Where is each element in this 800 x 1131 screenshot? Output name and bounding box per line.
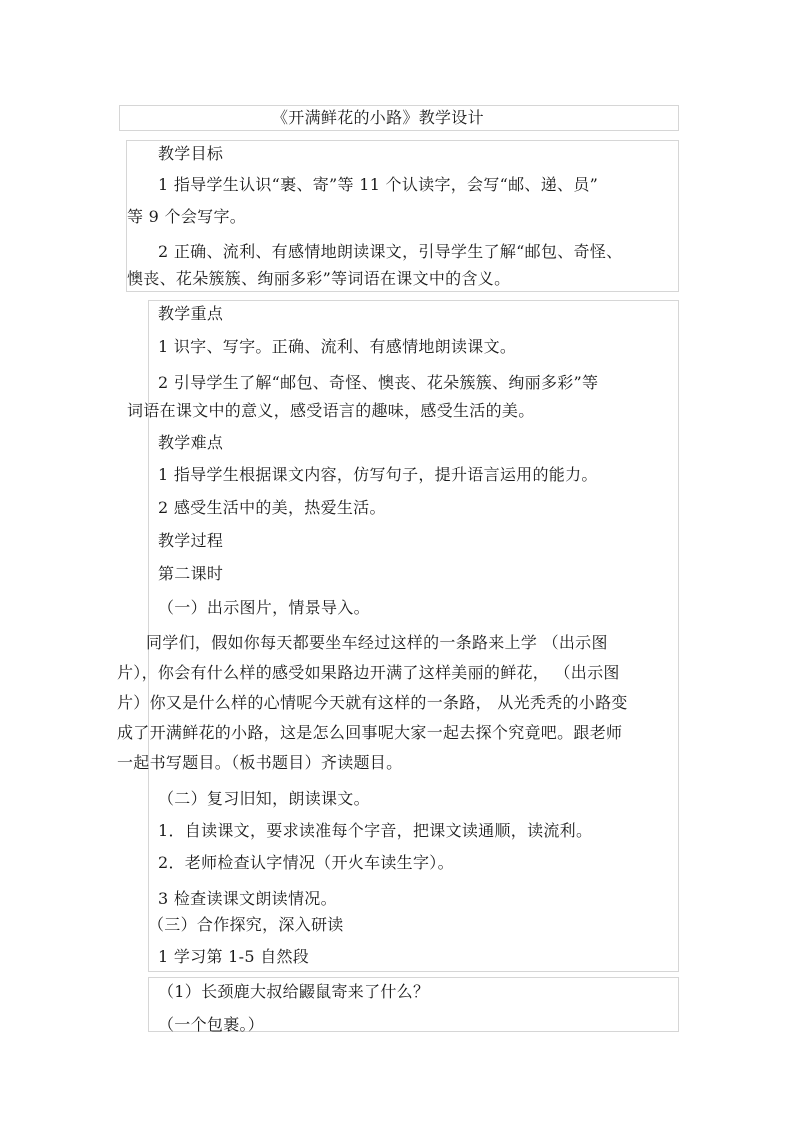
process-heading: 教学过程 [158, 531, 224, 550]
study-paragraphs-label: 1 学习第 1-5 自然段 [158, 947, 310, 966]
step-3-heading: （三）合作探究，深入研读 [148, 915, 344, 934]
objective-2-line-1: 2 正确、流利、有感情地朗读课文，引导学生了解“邮包、奇怪、 [158, 242, 623, 261]
objective-1-line-2: 等 9 个会写字。 [127, 207, 247, 226]
step-2-item-1: 1．自读课文，要求读准每个字音，把课文读通顺，读流利。 [158, 821, 593, 840]
difficulty-1: 1 指导学生根据课文内容，仿写句子，提升语言运用的能力。 [158, 465, 598, 484]
step-1-heading: （一）出示图片，情景导入。 [158, 598, 370, 617]
objectives-heading: 教学目标 [158, 144, 224, 163]
difficulties-heading: 教学难点 [158, 433, 224, 452]
question-text: （1）长颈鹿大叔给鼹鼠寄来了什么？ [158, 982, 430, 1001]
intro-paragraph-line: 片），你会有什么样的感受如果路边开满了这样美丽的鲜花， （出示图 [117, 663, 620, 682]
intro-paragraph-line: 片）你又是什么样的心情呢今天就有这样的一条路， 从光秃秃的小路变 [117, 693, 628, 712]
intro-paragraph-line: 同学们，假如你每天都要坐车经过这样的一条路来上学 （出示图 [146, 633, 608, 652]
document-title: 《开满鲜花的小路》教学设计 [272, 108, 484, 127]
objective-2-line-2: 懊丧、花朵簇簇、绚丽多彩”等词语在课文中的含义。 [127, 269, 511, 288]
key-point-2-line-2: 词语在课文中的意义，感受语言的趣味，感受生活的美。 [127, 401, 535, 420]
objective-1-line-1: 1 指导学生认识“裹、寄”等 11 个认读字，会写“邮、递、员” [158, 175, 599, 194]
step-2-heading: （二）复习旧知，朗读课文。 [158, 789, 370, 808]
key-point-2-line-1: 2 引导学生了解“邮包、奇怪、懊丧、花朵簇簇、绚丽多彩”等 [158, 373, 599, 392]
step-2-item-2: 2．老师检查认字情况（开火车读生字）。 [158, 853, 454, 872]
intro-paragraph-line: 一起书写题目。（板书题目）齐读题目。 [117, 753, 403, 772]
difficulty-2: 2 感受生活中的美，热爱生活。 [158, 498, 386, 517]
lesson-label: 第二课时 [158, 564, 224, 583]
intro-paragraph-line: 成了开满鲜花的小路，这是怎么回事呢大家一起去探个究竟吧。跟老师 [117, 723, 623, 742]
key-point-1: 1 识字、写字。正确、流利、有感情地朗读课文。 [158, 337, 517, 356]
step-2-item-3: 3 检查读课文朗读情况。 [158, 889, 337, 908]
key-points-heading: 教学重点 [158, 304, 224, 323]
answer-text: （一个包裹。） [158, 1015, 265, 1034]
